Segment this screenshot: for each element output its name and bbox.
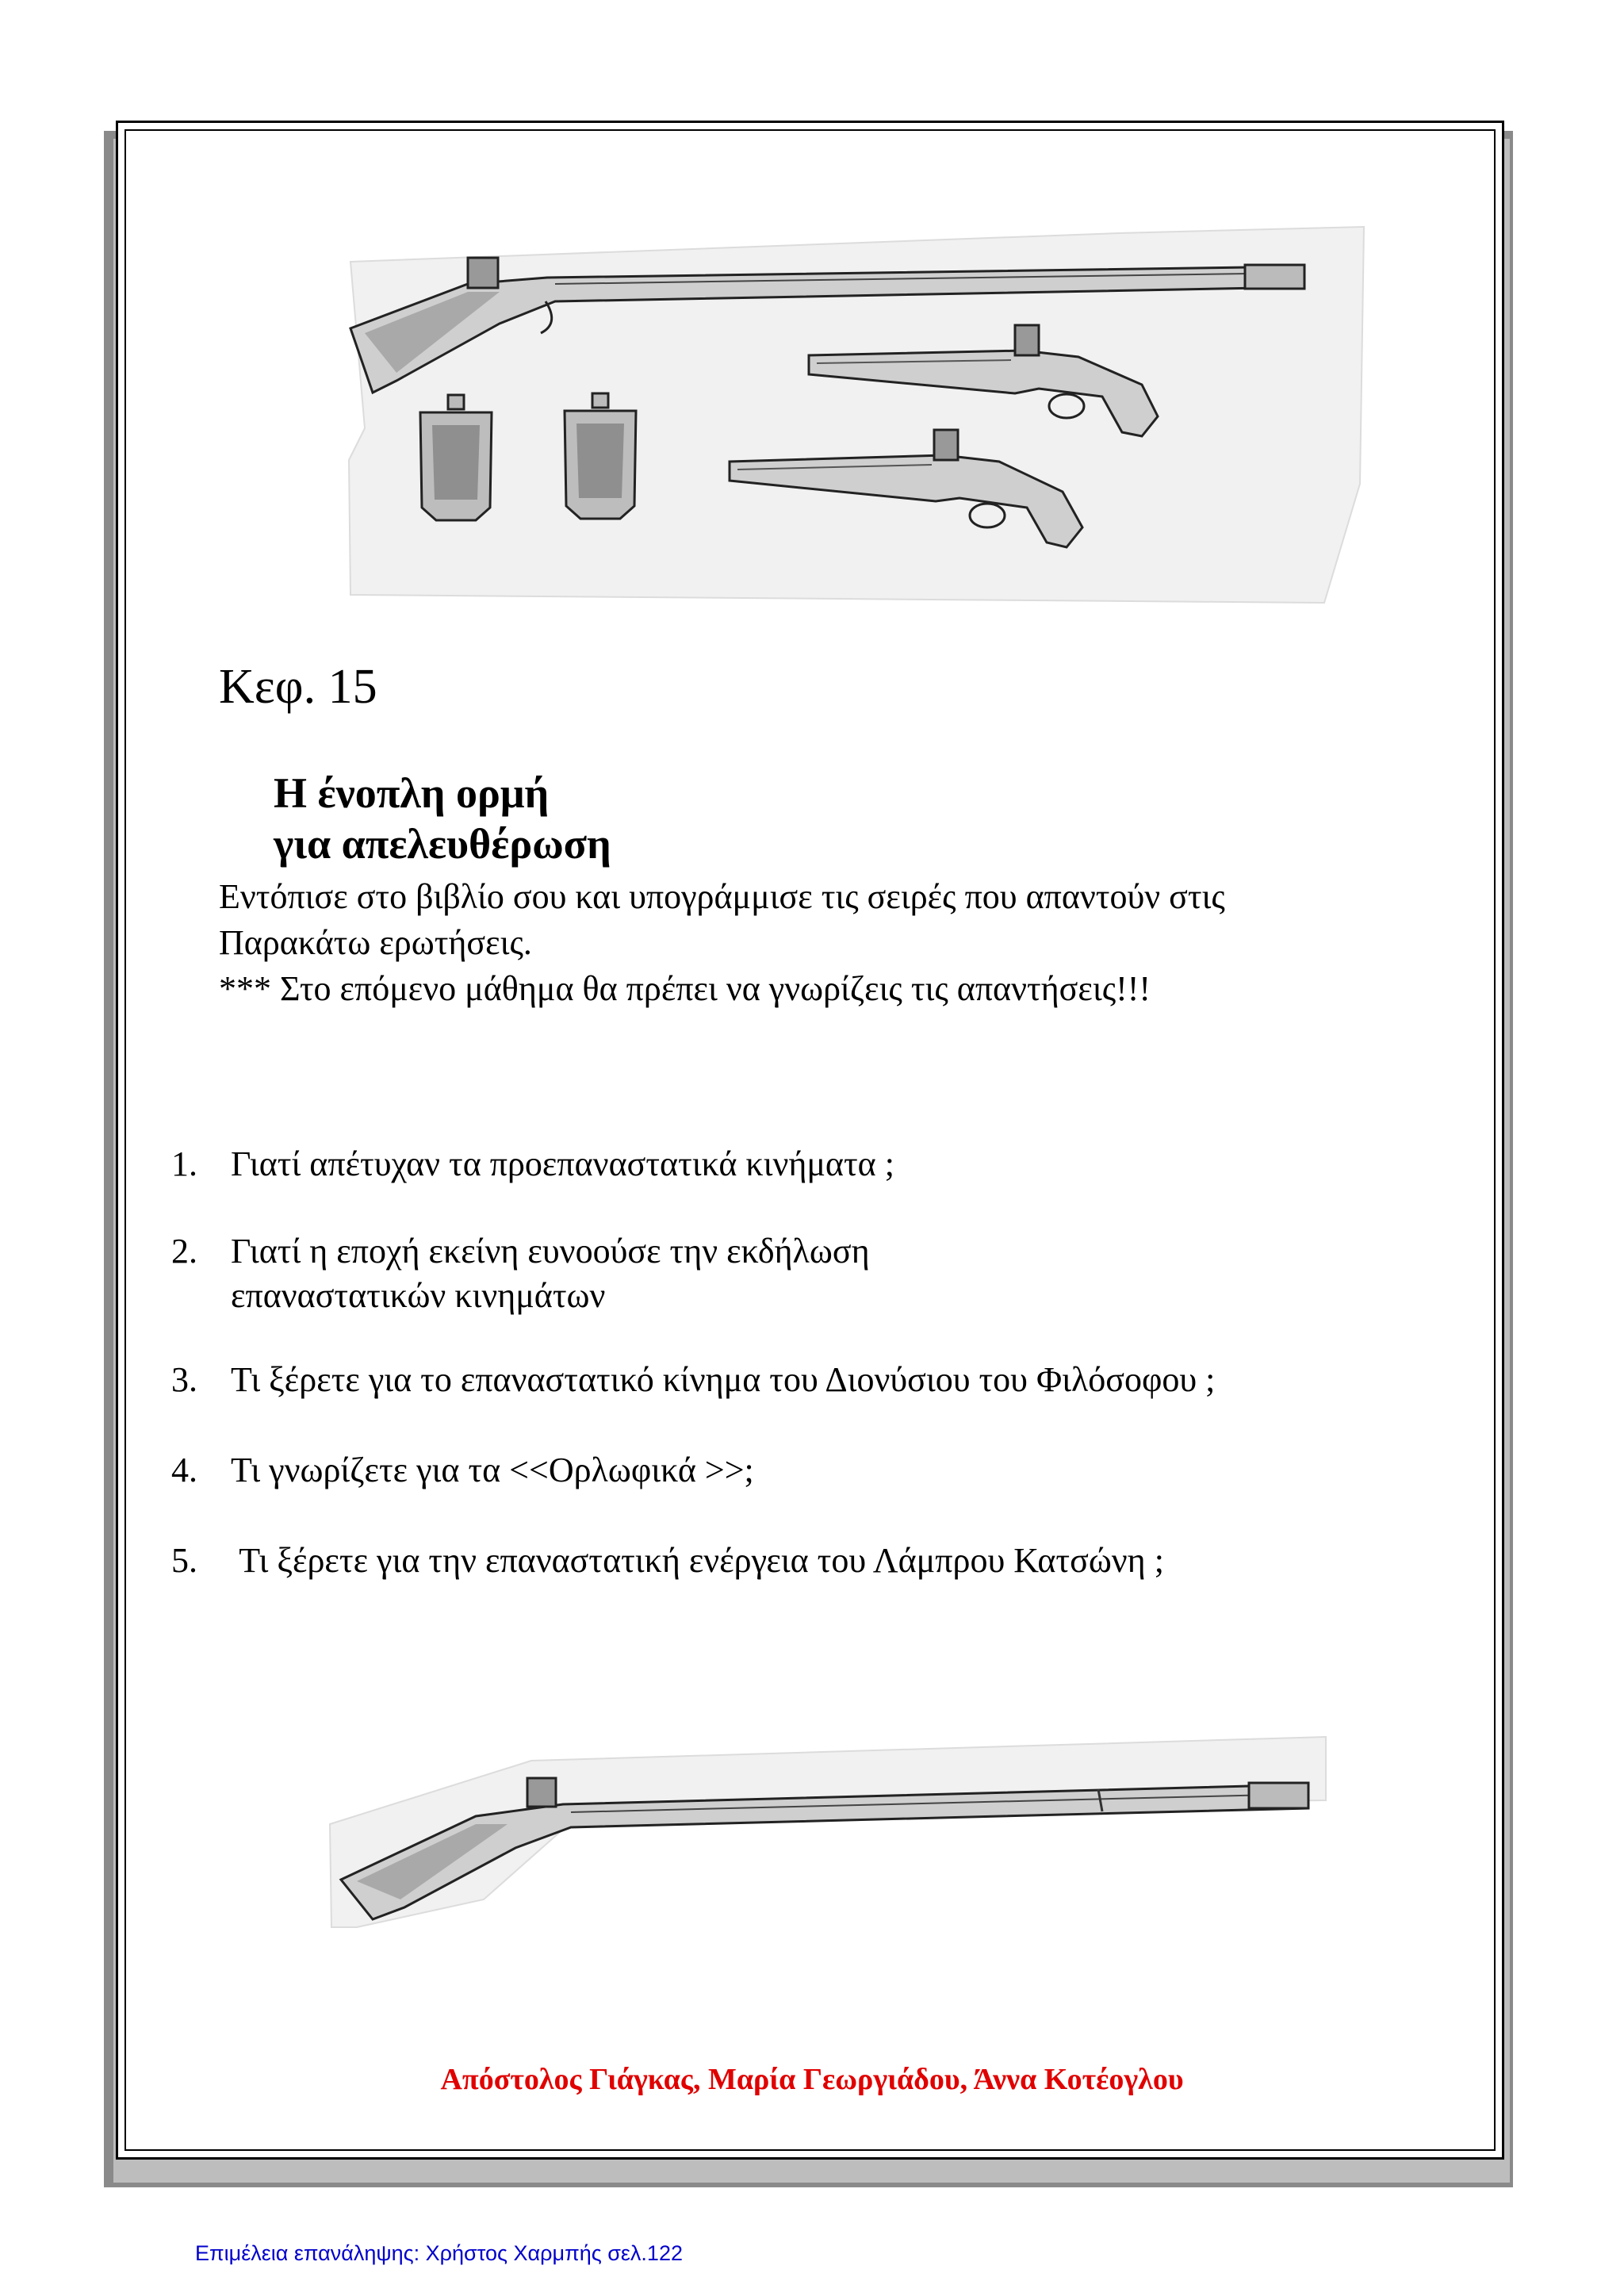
- instructions-line-3: *** Στο επόμενο μάθημα θα πρέπει να γνωρίζεις τις απαντήσεις!!!: [219, 969, 1151, 1008]
- question-number: 3.: [171, 1360, 197, 1399]
- page-title: [274, 768, 611, 869]
- question-number: 1.: [171, 1144, 197, 1183]
- title-line-2: για απελευθέρωση: [274, 820, 611, 868]
- instructions: [219, 874, 1225, 1012]
- instructions-line-2: Παρακάτω ερωτήσεις.: [219, 923, 532, 962]
- weapons-illustration-bottom: [325, 1729, 1332, 1943]
- question-text: Γιατί απέτυχαν τα προεπαναστατικά κινήματα ;: [231, 1144, 894, 1183]
- pouch-icon: [565, 393, 636, 519]
- instructions-line-1: Εντόπισε στο βιβλίο σου και υπογράμμισε τις σειρές που απαντούν στις: [219, 877, 1225, 916]
- question-text: Τι γνωρίζετε για τα <<Ορλωφικά >>;: [231, 1451, 754, 1489]
- page-footer: Επιμέλεια επανάληψης: Χρήστος Χαρμπής σελ.122: [195, 2241, 683, 2265]
- question-number: 4.: [171, 1451, 197, 1489]
- question-text-continued: επαναστατικών κινημάτων: [231, 1276, 606, 1315]
- pouch-icon: [420, 395, 492, 520]
- question-number: 2.: [171, 1232, 197, 1271]
- question-text: Τι ξέρετε για το επαναστατικό κίνημα του Διονύσιου του Φιλόσοφου ;: [231, 1360, 1216, 1399]
- title-line-1: Η ένοπλη ορμή: [274, 769, 550, 817]
- authors: Απόστολος Γιάγκας, Μαρία Γεωργιάδου, Άννα Κοτέογλου: [440, 2063, 1184, 2096]
- question-text: Τι ξέρετε για την επαναστατική ενέργεια του Λάμπρου Κατσώνη ;: [231, 1541, 1164, 1580]
- question-number: 5.: [171, 1541, 197, 1580]
- question-text: Γιατί η εποχή εκείνη ευνοούσε την εκδήλωση: [231, 1232, 870, 1271]
- chapter-number: Κεφ. 15: [219, 660, 377, 714]
- weapons-illustration-top: [341, 222, 1372, 611]
